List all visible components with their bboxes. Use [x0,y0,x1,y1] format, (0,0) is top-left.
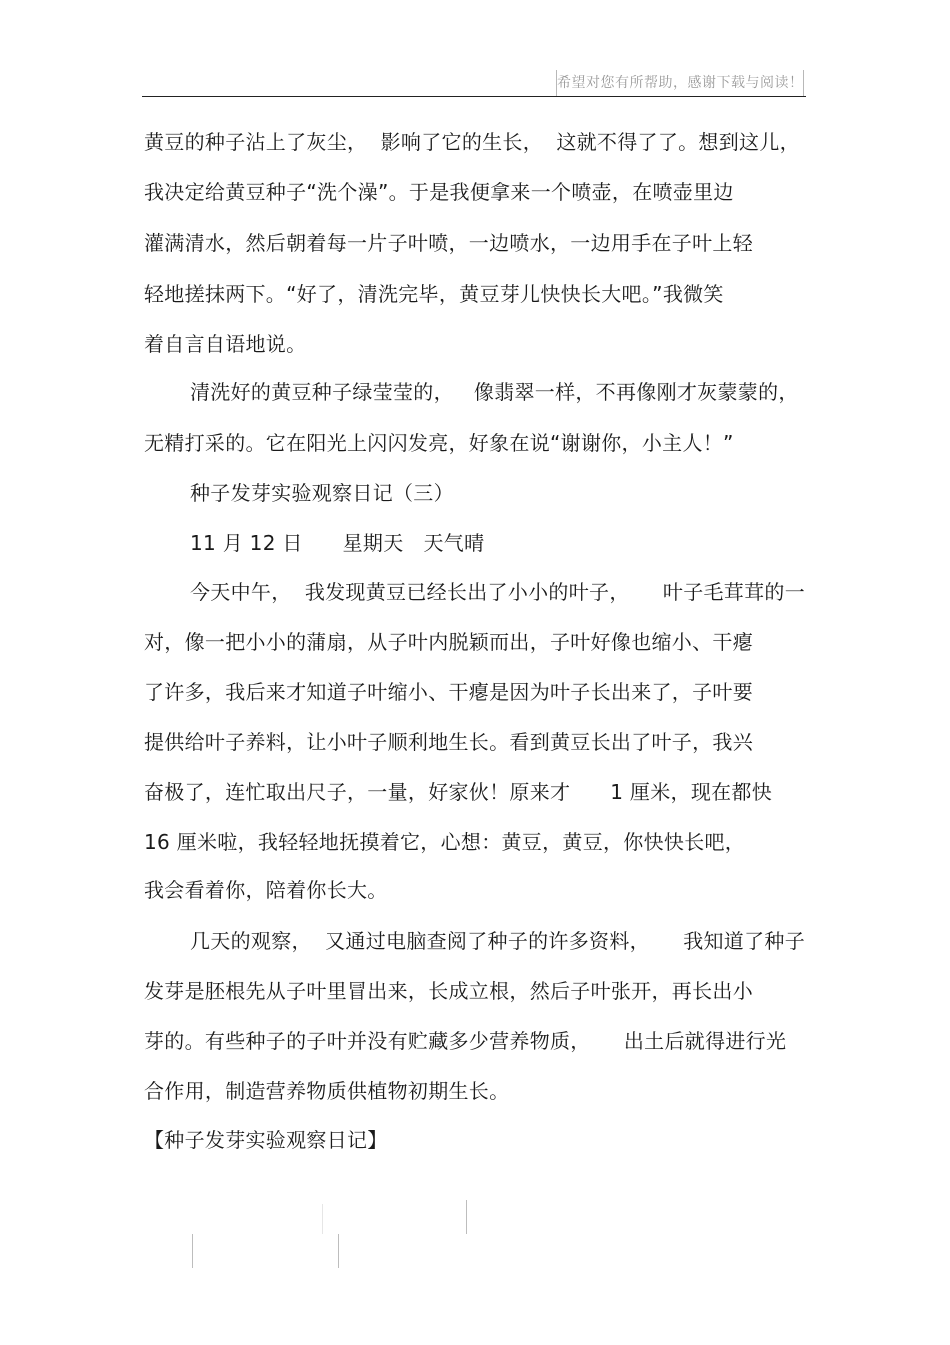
text-line: 合作用，制造营养物质供植物初期生长。 [144,1079,510,1103]
section-heading: 种子发芽实验观察日记（三） [190,481,454,505]
header-note: 希望对您有所帮助，感谢下载与阅读！ [556,70,804,96]
text-line: 着自言自语地说。 [144,332,307,356]
table-border-line [322,1204,323,1234]
date-line: 11 月 12 日 星期天 天气晴 [190,531,485,555]
table-border-line [338,1234,339,1268]
text-line: 黄豆的种子沾上了灰尘， 影响了它的生长， 这就不得了了。想到这儿， [144,130,800,154]
table-border-line [192,1234,193,1268]
text-line: 今天中午， 我发现黄豆已经长出了小小的叶子， 叶子毛茸茸的一 [190,580,806,604]
text-line: 发芽是胚根先从子叶里冒出来，长成立根，然后子叶张开，再长出小 [144,979,753,1003]
text-line: 提供给叶子养料，让小叶子顺利地生长。看到黄豆长出了叶子，我兴 [144,730,753,754]
text-line: 我决定给黄豆种子“洗个澡”。于是我便拿来一个喷壶，在喷壶里边 [144,180,734,204]
text-line: 清洗好的黄豆种子绿莹莹的， 像翡翠一样，不再像刚才灰蒙蒙的， [190,380,799,404]
text-line: 了许多，我后来才知道子叶缩小、干瘪是因为叶子长出来了，子叶要 [144,680,753,704]
table-border-line [466,1200,467,1234]
text-line: 芽的。有些种子的子叶并没有贮藏多少营养物质， 出土后就得进行光 [144,1029,787,1053]
text-line: 灌满清水，然后朝着每一片子叶喷，一边喷水，一边用手在子叶上轻 [144,231,753,255]
text-line: 16 厘米啦，我轻轻地抚摸着它，心想：黄豆，黄豆，你快快长吧， [144,830,746,854]
text-line: 奋极了，连忙取出尺子，一量，好家伙！原来才 1 厘米，现在都快 [144,780,773,804]
text-line: 对，像一把小小的蒲扇，从子叶内脱颖而出，子叶好像也缩小、干瘪 [144,630,753,654]
text-line: 无精打采的。它在阳光上闪闪发亮，好象在说“谢谢你，小主人！” [144,431,734,455]
text-line: 我会看着你，陪着你长大。 [144,878,388,902]
text-line: 几天的观察， 又通过电脑查阅了种子的许多资料， 我知道了种子 [190,929,806,953]
section-title: 【种子发芽实验观察日记】 [144,1128,388,1152]
text-line: 轻地搓抹两下。“好了，清洗完毕，黄豆芽儿快快长大吧。”我微笑 [144,282,724,306]
